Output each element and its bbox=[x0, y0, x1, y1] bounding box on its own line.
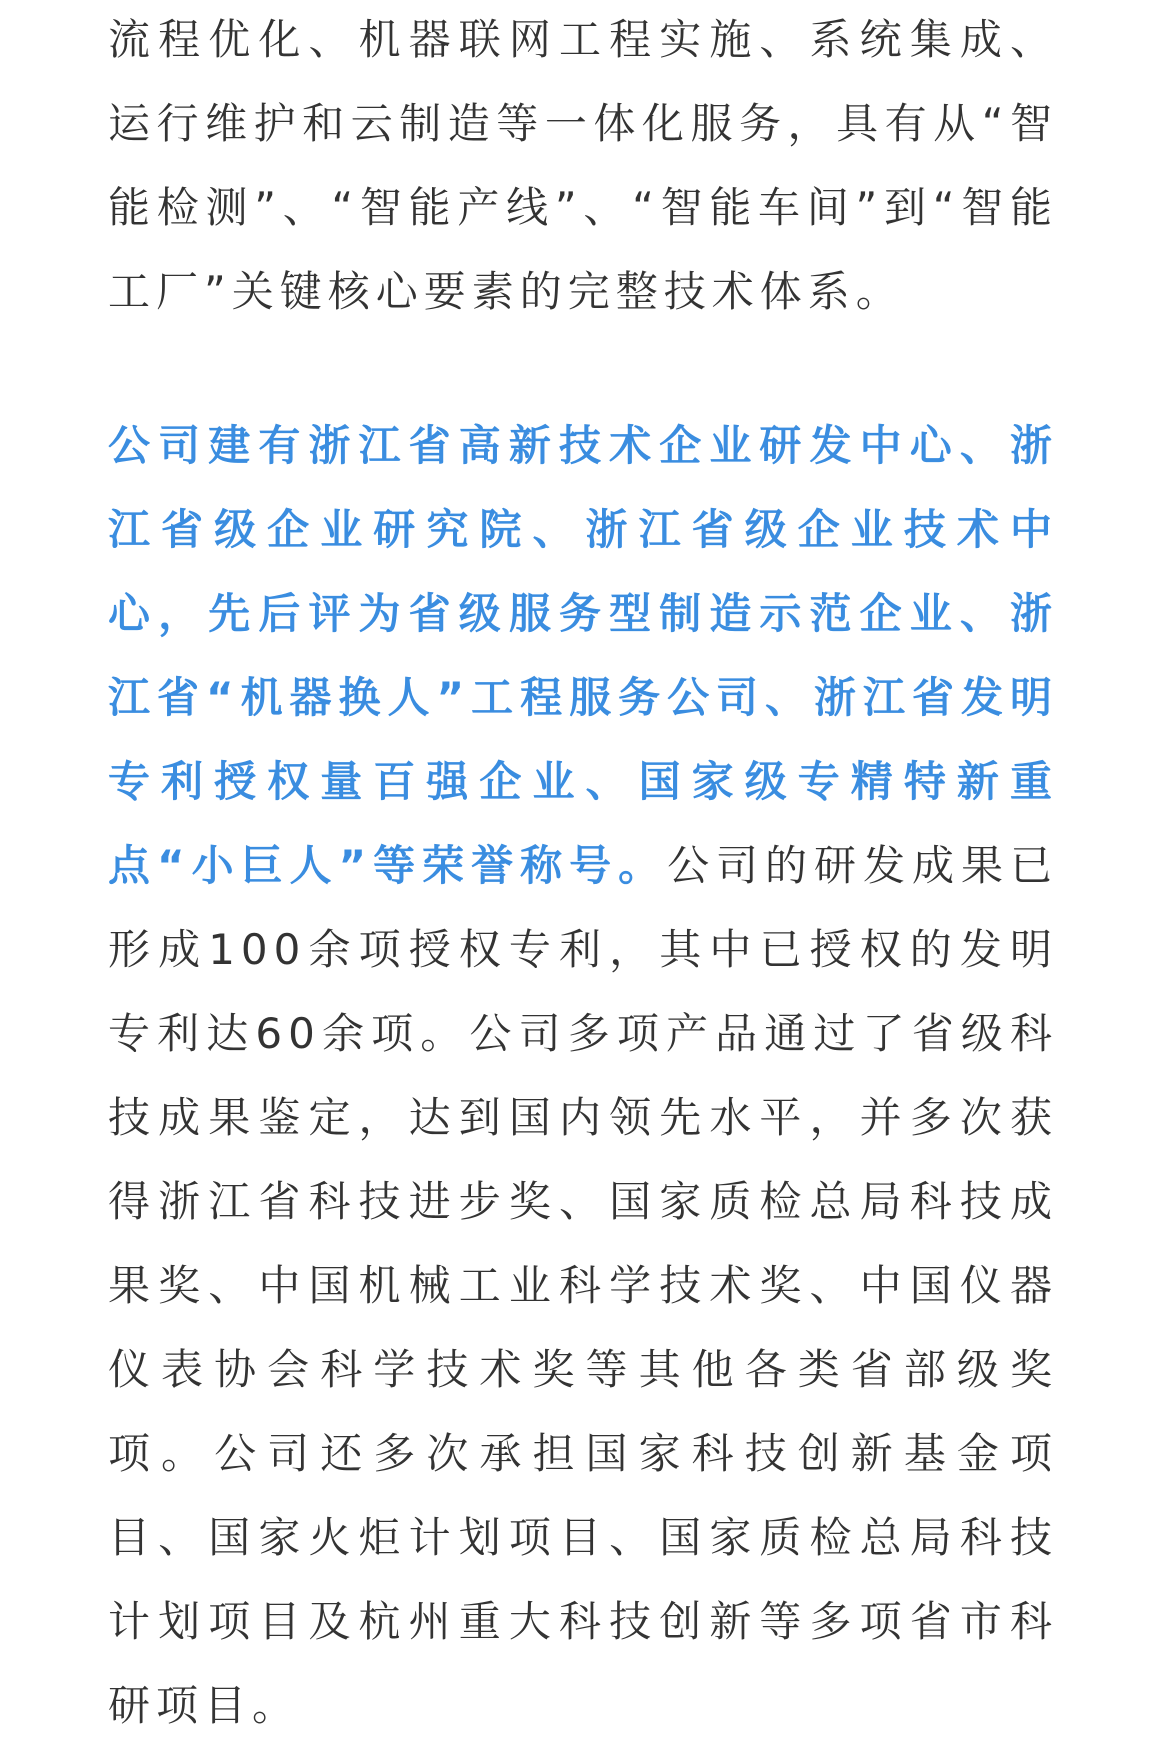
rd-results-text: 公司的研发成果已形成100余项授权专利，其中已授权的发明专利达60余项。公司多项产品通过了省级科技成果鉴定，达到国内领先水平，并多次获得浙江省科技进步奖、国家质检总局科技成果奖、中国机械工业科学技术奖、中国仪器仪表协会科学技术奖等其他各类省部级奖项。公司还多次承担国家科技创新基金项目、国家火炬计划项目、国家质检总局科技计划项目及杭州重大科技创新等多项省市科研项目。 bbox=[108, 841, 1058, 1730]
paragraph-services: 流程优化、机器联网工程实施、系统集成、运行维护和云制造等一体化服务，具有从“智能检测”、“智能产线”、“智能车间”到“智能工厂”关键核心要素的完整技术体系。 bbox=[108, 15, 1058, 316]
highlighted-honors-text: 公司建有浙江省高新技术企业研发中心、浙江省级企业研究院、浙江省级企业技术中心，先后评为省级服务型制造示范企业、浙江省“机器换人”工程服务公司、浙江省发明专利授权量百强企业、国家级专精特新重点“小巨人”等荣誉称号。 bbox=[108, 421, 1058, 890]
paragraph-rd-achievements bbox=[108, 404, 1058, 1748]
article-body bbox=[108, 0, 1058, 1748]
